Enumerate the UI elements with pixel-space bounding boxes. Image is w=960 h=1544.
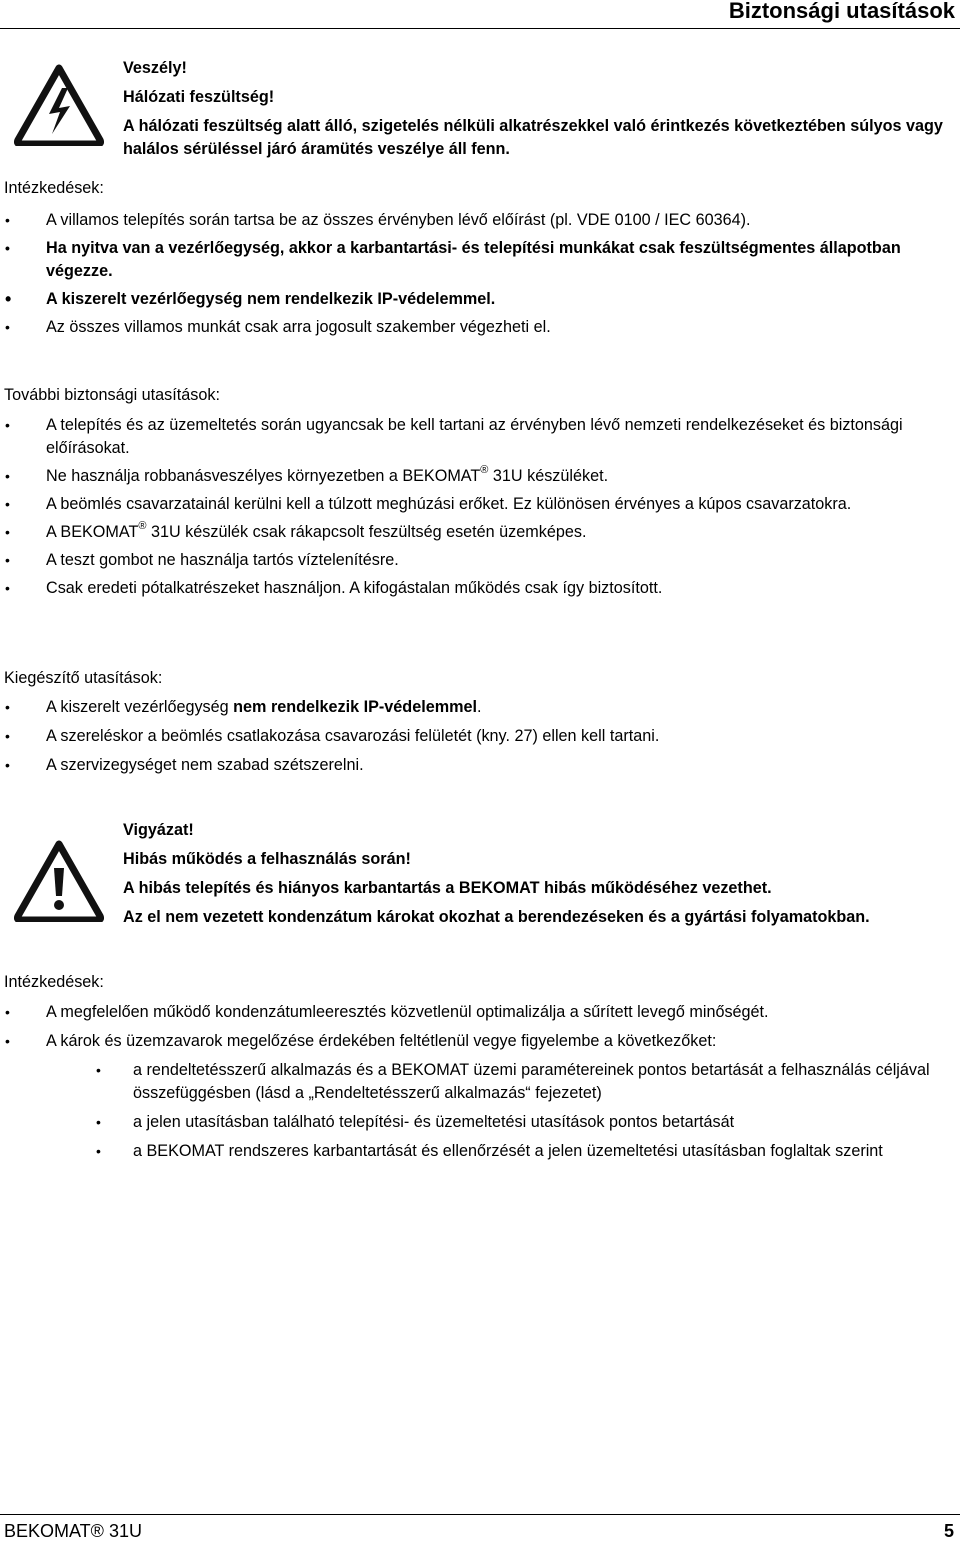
list-item [0,1030,955,1163]
caution-subheading: Hibás működés a felhasználás során! [123,850,411,868]
list-item-text: Ne használja robbanásveszélyes környezetben a BEKOMAT [46,467,481,485]
list-item: • A megfelelően működő kondenzátumleeresztés közvetlenül optimalizálja a sűrített levegő minőségét. [0,1001,955,1024]
page-number: 5 [943,1521,954,1541]
list-item: • A telepítés és az üzemeltetés során ugyancsak be kell tartani az érvényben lévő nemzeti rendelkezéseket és biztonsági előírásokat. [0,414,955,460]
caution-heading: Vigyázat! [123,821,194,839]
list-item: • Ha nyitva van a vezérlőegység, akkor a karbantartási- és telepítési munkákat csak feszültségmentes állapotban végezze. [0,237,955,283]
sublist-item: • a jelen utasításban található telepítési- és üzemeltetési utasítások pontos betartását [92,1111,955,1134]
supplementary-label: Kiegészítő utasítások: [4,669,163,687]
list-item-text: . [476,698,482,716]
measures-label-1: Intézkedések: [4,179,104,197]
list-item-text: • A károk és üzemzavarok megelőzése érdekében feltétlenül vegye figyelembe a következőket: [46,1032,717,1050]
measures-list-2 [0,1001,955,1163]
high-voltage-warning-icon [14,64,104,146]
caution-warning-icon [14,840,104,922]
danger-heading: Veszély! [123,59,187,77]
list-item-bold-text: nem rendelkezik IP-védelemmel [233,698,477,716]
registered-mark: ® [480,463,489,476]
list-item: • A kiszerelt vezérlőegység nem rendelkezik IP-védelemmel. [0,288,955,311]
list-item-text: 31U készülék csak rákapcsolt feszültség esetén üzemképes. [146,523,587,541]
footer-divider [0,1514,960,1515]
caution-text-1: A hibás telepítés és hiányos karbantartás a BEKOMAT hibás működéséhez vezethet. [123,879,772,897]
list-item: • A szervizegységet nem szabad szétszerelni. [0,754,955,777]
header-divider [0,28,960,29]
danger-subheading: Hálózati feszültség! [123,88,275,106]
danger-text: A hálózati feszültség alatt álló, szigetelés nélküli alkatrészekkel való érintkezés következtében súlyos vagy halálos sérüléssel járó áramütés veszélye áll fenn. [123,117,943,158]
list-item-text: A BEKOMAT [46,523,139,541]
list-item [0,465,955,488]
sublist-item: • a rendeltetésszerű alkalmazás és a BEKOMAT üzemi paramétereinek pontos betartását a felhasználás céljával összefüggésben (lásd a „Rendeltetésszerű alkalmazás“ fejezetet) [92,1059,955,1105]
list-item: • Az összes villamos munkát csak arra jogosult szakember végezheti el. [0,316,955,339]
further-safety-label: További biztonsági utasítások: [4,386,220,404]
list-item-text: A kiszerelt vezérlőegység [46,698,234,716]
caution-text-2: Az el nem vezetett kondenzátum károkat okozhat a berendezéseken és a gyártási folyamatokban. [123,908,870,926]
measures-sublist [46,1059,955,1163]
measures-label-2: Intézkedések: [4,973,104,991]
list-item: • A villamos telepítés során tartsa be az összes érvényben lévő előírást (pl. VDE 0100 / IEC 60364). [0,209,955,232]
further-safety-list [0,414,955,600]
footer-product-name: BEKOMAT® 31U [4,1521,142,1541]
list-item: • A beömlés csavarzatainál kerülni kell a túlzott meghúzási erőket. Ez különösen érvényes a kúpos csavarzatokra. [0,493,955,516]
list-item: • A szereléskor a beömlés csatlakozása csavarozási felületét (kny. 27) ellen kell tartani. [0,725,955,748]
supplementary-list [0,696,955,777]
list-item [0,696,955,719]
registered-mark: ® [138,519,147,532]
measures-list-1 [0,209,955,339]
list-item: • A teszt gombot ne használja tartós víztelenítésre. [0,549,955,572]
page-header-title: Biztonsági utasítások [728,0,955,23]
list-item [0,521,955,544]
list-item: • Csak eredeti pótalkatrészeket használjon. A kifogástalan működés csak így biztosított. [0,577,955,600]
danger-notice [123,57,953,161]
sublist-item: • a BEKOMAT rendszeres karbantartását és ellenőrzését a jelen üzemeltetési utasításban foglaltak szerint [92,1140,955,1163]
caution-notice [123,819,953,929]
list-item-text: 31U készüléket. [488,467,609,485]
